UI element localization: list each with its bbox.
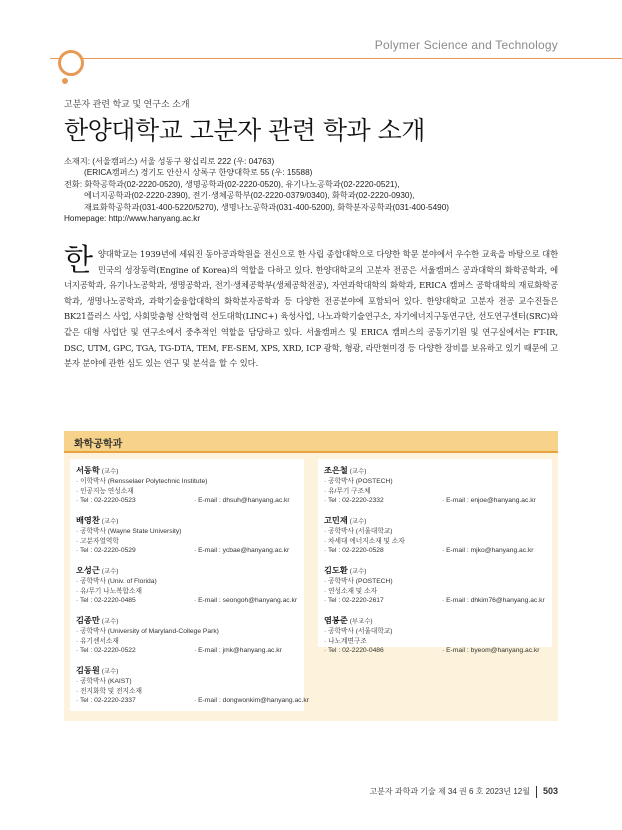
phone-line-3: 재료화학공학과(031-400-5220/5270), 생명나노공학과(031-400-5200), 화학분자공학과(031-400-5490)	[84, 202, 450, 212]
faculty-degree: · 공학박사 (Univ. of Florida)	[76, 578, 157, 585]
faculty-tel: · Tel : 02-2220-2337	[76, 696, 136, 704]
phone-line-2: 에너지공학과(02-2220-2390), 전기·생체공학부(02-2220-0379/0340), 화학과(02-2220-0930),	[84, 191, 415, 201]
faculty-name: 오성근	[76, 566, 100, 575]
faculty-card	[76, 665, 309, 707]
issue-info: 고분자 과학과 기술 제 34 권 6 호 2023년 12월	[369, 787, 530, 797]
faculty-rank: (교수)	[101, 668, 119, 675]
faculty-field: · 연성소재 및 소자	[324, 587, 378, 595]
faculty-rank: (부교수)	[349, 618, 373, 625]
faculty-degree: · 이학박사 (Rensselaer Polytechnic Institute)	[76, 478, 208, 485]
faculty-tel: · Tel : 02-2220-0486	[324, 646, 384, 654]
faculty-tel: · Tel : 02-2220-2332	[324, 496, 384, 504]
faculty-field: · 유/무기 나노복합소재	[76, 587, 142, 595]
page-footer	[369, 786, 558, 798]
faculty-degree: · 공학박사 (KAIST)	[76, 678, 132, 685]
dot-ornament-icon	[62, 78, 68, 84]
faculty-column-left	[70, 459, 309, 711]
faculty-field: · 인공지능 연성소재	[76, 487, 134, 495]
faculty-field: · 유기센서소재	[76, 637, 119, 645]
faculty-card	[324, 465, 548, 507]
faculty-name: 염봉준	[324, 616, 348, 625]
faculty-rank: (교수)	[101, 568, 119, 575]
faculty-rank: (교수)	[349, 568, 367, 575]
faculty-email[interactable]: · E-mail : enjoe@hanyang.ac.kr	[442, 496, 536, 504]
faculty-name: 김종만	[76, 616, 100, 625]
faculty-tel: · Tel : 02-2220-0522	[76, 646, 136, 654]
faculty-field: · 차세대 에너지소재 및 소자	[324, 537, 405, 545]
faculty-email[interactable]: · E-mail : mjko@hanyang.ac.kr	[442, 546, 534, 554]
faculty-name: 배영찬	[76, 516, 100, 525]
faculty-tel: · Tel : 02-2220-0485	[76, 596, 136, 604]
faculty-tel: · Tel : 02-2220-0523	[76, 496, 136, 504]
faculty-card	[324, 515, 548, 557]
faculty-email[interactable]: · E-mail : jmk@hanyang.ac.kr	[194, 646, 282, 654]
faculty-rank: (교수)	[101, 518, 119, 525]
faculty-degree: · 공학박사 (서울대학교)	[324, 628, 393, 635]
footer-divider	[536, 786, 537, 798]
faculty-degree: · 공학박사 (Wayne State University)	[76, 528, 182, 535]
faculty-name: 서동학	[76, 466, 100, 475]
faculty-email[interactable]: · E-mail : seongoh@hanyang.ac.kr	[194, 596, 298, 604]
faculty-email[interactable]: · E-mail : ycbae@hanyang.ac.kr	[194, 546, 290, 554]
faculty-card	[76, 465, 300, 507]
faculty-email[interactable]: · E-mail : dhsuh@hanyang.ac.kr	[194, 496, 290, 504]
page-number: 503	[542, 786, 558, 797]
faculty-degree: · 공학박사 (서울대학교)	[324, 528, 393, 535]
department-title: 화학공학과	[74, 439, 123, 450]
homepage-link[interactable]: Homepage: http://www.hanyang.ac.kr	[64, 214, 201, 224]
faculty-email[interactable]: · E-mail : byeom@hanyang.ac.kr	[442, 646, 540, 654]
faculty-tel: · Tel : 02-2220-0529	[76, 546, 136, 554]
phone-line-1: 전화: 화학공학과(02-2220-0520), 생명공학과(02-2220-0520), 유기나노공학과(02-2220-0521),	[64, 179, 400, 189]
faculty-name: 김동원	[76, 666, 100, 675]
faculty-rank: (교수)	[349, 468, 367, 475]
address-line-1: 소재지: (서울캠퍼스) 서울 성동구 왕십리로 222 (우: 04763)	[64, 157, 275, 166]
faculty-field: · 나노계면구조	[324, 637, 367, 645]
page-title: 한양대학교 고분자 관련 학과 소개	[64, 116, 425, 145]
faculty-tel: · Tel : 02-2220-2617	[324, 596, 384, 604]
faculty-field: · 유/무기 구조체	[324, 487, 371, 495]
intro-text: 양대학교는 1939년에 세워진 동아공과학원을 전신으로 한 사립 종합대학으로 다양한 학문 분야에서 우수한 교육을 바탕으로 대한민국의 성장동력(Engine of Korea)의 역할을 다하고 있다. 한양대학교의 고분자 전공은 서울캠퍼스 공과대학의 화학공학과, 에너지공학과, 유기나노공학과, 생명공학과, 전기·생체공학부(생체공학전공), 자연과학대학의 화학과, ERICA 캠퍼스 공학대학의 재료화학공학과, 생명나노공학과, 과학기술융합대학의 화학분자공학과 등 다양한 전공분야에 포함되어 있다. 한양대학교 고분자 전공 교수진들은 BK21플러스 사업, 사회맞춤형 산학협력 선도대학(LINC+) 육성사업, 나노과학기술연구소, 자기에너지구동연구단, 선도연구센터(SRC)와 같은 대형 사업단 및 연구소에서 중추적인 역할을 담당하고 있다. 서울캠퍼스 및 ERICA 캠퍼스의 공동기기원 및 연구실에서는 FT-IR, DSC, UTM, GPC, TGA, TG-DTA, TEM, FE-SEM, XPS, XRD, ICP 광학, 형광, 라만현미경 등 다양한 장비를 보유하고 있기 때문에 고분자 분야에 관한 심도 있는 연구 및 분석을 할 수 있다.	[64, 249, 558, 369]
faculty-degree: · 공학박사 (POSTECH)	[324, 578, 393, 585]
faculty-name: 김도환	[324, 566, 348, 575]
department-header	[64, 431, 558, 453]
faculty-column-right	[318, 459, 552, 654]
faculty-field: · 전지화학 및 전지소재	[76, 687, 142, 695]
faculty-card	[76, 515, 300, 557]
dropcap: 한	[64, 243, 93, 278]
faculty-card	[324, 565, 548, 607]
faculty-name: 조은철	[324, 466, 348, 475]
faculty-card	[324, 615, 548, 657]
faculty-rank: (교수)	[101, 468, 119, 475]
faculty-name: 고민재	[324, 516, 348, 525]
faculty-card	[76, 615, 300, 657]
intro-paragraph	[64, 243, 558, 372]
faculty-tel: · Tel : 02-2220-0528	[324, 546, 384, 554]
department-box	[64, 431, 558, 721]
circle-ornament-icon	[58, 50, 84, 76]
faculty-degree: · 공학박사 (University of Maryland-College Park)	[76, 628, 219, 635]
faculty-email[interactable]: · E-mail : dhkim76@hanyang.ac.kr	[442, 596, 545, 604]
faculty-rank: (교수)	[101, 618, 119, 625]
faculty-email[interactable]: · E-mail : dongwonkim@hanyang.ac.kr	[194, 696, 309, 704]
faculty-rank: (교수)	[349, 518, 367, 525]
section-label: 고분자 관련 학교 및 연구소 소개	[64, 99, 190, 109]
address-line-2: (ERICA캠퍼스) 경기도 안산시 상록구 한양대학로 55 (우: 15588)	[84, 168, 313, 178]
contact-info	[64, 156, 564, 224]
faculty-card	[76, 565, 300, 607]
journal-title: Polymer Science and Technology	[374, 38, 558, 52]
faculty-degree: · 공학박사 (POSTECH)	[324, 478, 393, 485]
faculty-field: · 고분자열역학	[76, 537, 119, 545]
header-rule	[50, 58, 622, 59]
